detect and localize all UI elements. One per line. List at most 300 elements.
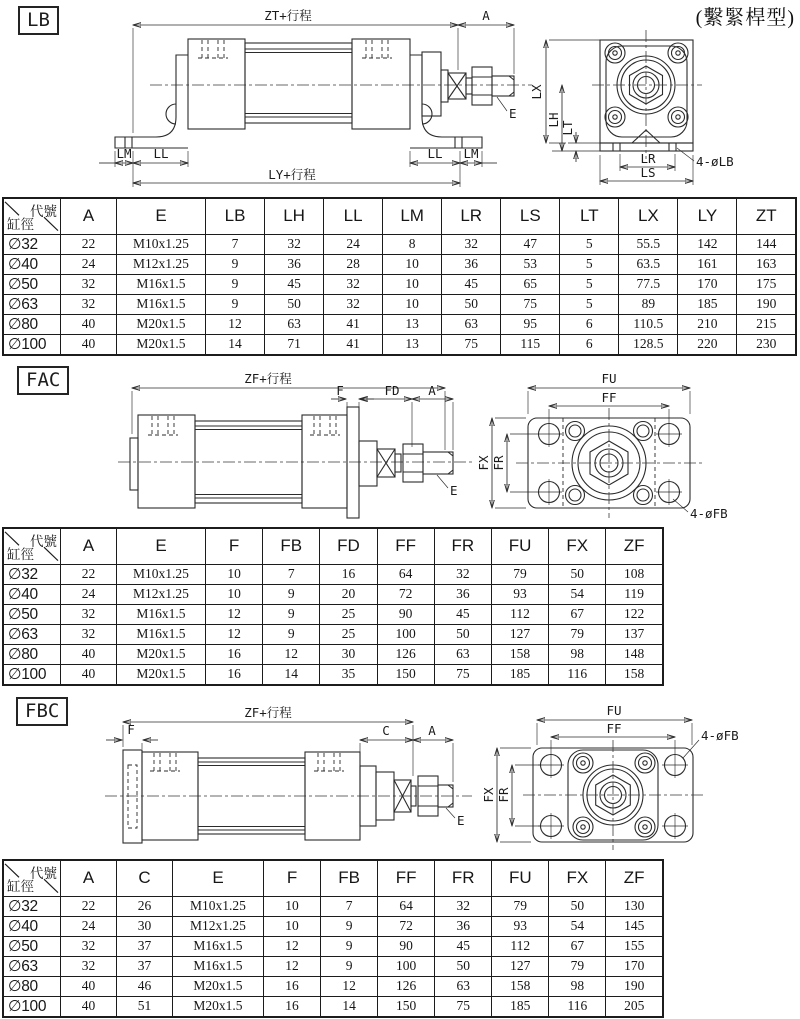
dim-label-fr: FR [491,455,506,471]
column-header-zf: ZF [606,528,663,564]
dim-value: 24 [61,584,117,604]
dim-value: M20x1.5 [117,334,206,355]
dim-value: 220 [678,334,737,355]
dim-value: 110.5 [619,314,678,334]
dim-value: 22 [61,896,117,916]
column-header-e: E [117,198,206,234]
dim-value: 10 [206,584,263,604]
bore-label: ∅50 [3,274,61,294]
fbc-dimension-table [2,859,664,1018]
dim-value: 126 [378,976,435,996]
dim-value: 40 [61,664,117,685]
dim-value: 50 [435,956,492,976]
column-header-lb: LB [206,198,265,234]
dim-value: 93 [491,584,548,604]
dim-label-fu: FU [601,371,617,386]
table-row [3,584,663,604]
dim-value: 37 [117,956,173,976]
dim-label-fd: FD [384,383,400,398]
dim-value: 54 [549,584,606,604]
table-row [3,274,796,294]
dim-value: 24 [61,916,117,936]
dim-value: 150 [378,996,435,1017]
dim-value: 24 [324,234,383,254]
corner-label-bore: 缸徑 [7,216,34,232]
dim-label-a: A [428,383,436,398]
dim-value: 79 [491,564,548,584]
dim-value: M16x1.5 [117,624,206,644]
dim-value: 75 [501,294,560,314]
dim-value: 40 [61,314,117,334]
bore-label: ∅40 [3,254,61,274]
dim-value: M12x1.25 [173,916,264,936]
dim-value: 119 [606,584,663,604]
dim-value: 45 [442,274,501,294]
dim-value: M20x1.5 [173,976,264,996]
dim-value: 98 [549,644,606,664]
dim-value: 144 [737,234,796,254]
dim-value: M20x1.5 [117,644,206,664]
column-header-f: F [264,860,321,896]
dim-value: 9 [263,624,320,644]
column-header-lr: LR [442,198,501,234]
section-tag-lb [18,6,59,35]
dim-value: 7 [206,234,265,254]
header-row [3,528,663,564]
dim-value: 90 [377,604,434,624]
dim-value: 67 [549,936,606,956]
bore-label: ∅32 [3,896,61,916]
table-row [3,624,663,644]
dim-value: 158 [492,976,549,996]
dim-value: 122 [606,604,663,624]
dim-value: 26 [117,896,173,916]
lb-side-dimensions [99,8,517,187]
dim-value: 95 [501,314,560,334]
column-header-lh: LH [265,198,324,234]
column-header-zt: ZT [737,198,796,234]
dim-value: 185 [678,294,737,314]
dim-value: 98 [549,976,606,996]
dim-value: 158 [491,644,548,664]
fbc-cylinder-side-view [105,750,472,843]
dim-value: 40 [61,334,117,355]
callout-label-lb-holes: 4-øLB [696,154,734,169]
column-header-a: A [61,198,117,234]
column-header-fr: FR [435,860,492,896]
dim-value: 6 [560,314,619,334]
dim-value: M10x1.25 [117,234,206,254]
dim-value: 79 [549,624,606,644]
dim-label-lx: LX [529,84,544,100]
table-row [3,896,663,916]
table-row [3,294,796,314]
column-header-ll: LL [324,198,383,234]
dim-value: 75 [435,996,492,1017]
dim-value: 45 [265,274,324,294]
dim-value: 16 [264,976,321,996]
dim-value: 63 [442,314,501,334]
table-row [3,996,663,1017]
dim-value: 32 [61,956,117,976]
callout-label-e: E [457,813,465,828]
bore-label: ∅100 [3,664,61,685]
dim-value: 5 [560,254,619,274]
dim-value: 12 [263,644,320,664]
dim-value: 126 [377,644,434,664]
dim-value: 63 [435,976,492,996]
dim-value: 10 [264,896,321,916]
fac-side-dimensions [132,371,458,498]
callout-label-fb-holes: 4-øFB [701,728,739,743]
section-tag-fbc [16,697,68,726]
dim-value: 71 [265,334,324,355]
bore-label: ∅63 [3,294,61,314]
dim-label-ls: LS [640,165,656,180]
fac-cylinder-side-view [118,407,475,518]
dim-value: 90 [378,936,435,956]
dim-value: 72 [378,916,435,936]
dim-label-lm-left: LM [116,146,132,161]
dim-value: 7 [321,896,378,916]
dim-value: 9 [206,254,265,274]
dim-value: 185 [492,996,549,1017]
dim-value: 100 [378,956,435,976]
dim-value: 32 [324,294,383,314]
header-row [3,198,796,234]
dim-value: 115 [501,334,560,355]
dim-label-zt: ZT+行程 [264,8,312,23]
dim-value: 16 [264,996,321,1017]
dim-value: 145 [606,916,663,936]
dim-value: 112 [491,604,548,624]
dim-value: 161 [678,254,737,274]
dim-value: 45 [435,936,492,956]
dim-value: 215 [737,314,796,334]
dim-value: M10x1.25 [117,564,206,584]
corner-label-bore: 缸徑 [7,546,34,562]
dim-value: 100 [377,624,434,644]
dim-label-fr: FR [496,787,511,803]
table-row [3,644,663,664]
bore-label: ∅32 [3,564,61,584]
dim-label-lh: LH [546,112,561,128]
dim-label-f: F [127,722,135,737]
dim-value: 37 [117,936,173,956]
bore-label: ∅80 [3,976,61,996]
dim-value: 46 [117,976,173,996]
table-row [3,604,663,624]
bore-label: ∅63 [3,956,61,976]
dim-value: 12 [206,314,265,334]
dim-value: 32 [61,294,117,314]
dim-value: 128.5 [619,334,678,355]
dim-value: M12x1.25 [117,584,206,604]
dim-label-fx: FX [481,787,496,803]
table-row [3,254,796,274]
dim-value: 54 [549,916,606,936]
dim-value: M20x1.5 [117,314,206,334]
dim-value: 8 [383,234,442,254]
dim-value: 64 [377,564,434,584]
dim-label-zf: ZF+行程 [244,371,292,386]
dim-value: 9 [321,916,378,936]
column-header-e: E [173,860,264,896]
dim-value: 150 [377,664,434,685]
dim-value: 116 [549,664,606,685]
dim-value: M12x1.25 [117,254,206,274]
dim-value: 9 [263,584,320,604]
dim-value: 30 [320,644,377,664]
dim-value: 116 [549,996,606,1017]
column-header-fr: FR [434,528,491,564]
dim-value: 79 [549,956,606,976]
dim-value: 158 [606,664,663,685]
dim-value: 5 [560,274,619,294]
dim-value: 41 [324,334,383,355]
column-header-ls: LS [501,198,560,234]
dim-value: 10 [383,254,442,274]
dim-value: 137 [606,624,663,644]
dim-value: 22 [61,564,117,584]
dim-value: 230 [737,334,796,355]
dim-value: 9 [206,274,265,294]
dim-value: 40 [61,976,117,996]
dim-value: 12 [321,976,378,996]
dim-value: 205 [606,996,663,1017]
dim-value: 20 [320,584,377,604]
callout-label-e: E [450,483,458,498]
column-header-a: A [61,860,117,896]
table-row [3,916,663,936]
dim-value: 14 [263,664,320,685]
dim-value: 25 [320,624,377,644]
fbc-end-view [523,740,703,850]
callout-label-e: E [509,106,517,121]
dim-value: 10 [383,274,442,294]
dim-value: 32 [61,274,117,294]
lb-dimension-table [2,197,797,356]
dim-value: 14 [321,996,378,1017]
dim-value: 12 [264,956,321,976]
dim-value: 53 [501,254,560,274]
dim-value: M20x1.5 [173,996,264,1017]
dim-value: M16x1.5 [117,274,206,294]
column-header-lt: LT [560,198,619,234]
dim-value: 10 [383,294,442,314]
column-header-e: E [117,528,206,564]
dim-value: 10 [264,916,321,936]
column-header-zf: ZF [606,860,663,896]
dim-value: 75 [442,334,501,355]
table-row [3,234,796,254]
dim-value: 163 [737,254,796,274]
dim-value: 32 [435,896,492,916]
dim-value: 112 [492,936,549,956]
bore-label: ∅80 [3,314,61,334]
table-row [3,314,796,334]
dim-value: 63 [434,644,491,664]
dim-value: 45 [434,604,491,624]
table-row [3,334,796,355]
dim-value: 190 [606,976,663,996]
dim-value: 50 [442,294,501,314]
dim-value: 175 [737,274,796,294]
dim-value: M16x1.5 [117,294,206,314]
dim-value: 32 [434,564,491,584]
column-header-ff: FF [377,528,434,564]
section-tag-label: FBC [25,700,60,722]
dim-value: 130 [606,896,663,916]
bore-label: ∅40 [3,584,61,604]
dim-value: M16x1.5 [173,936,264,956]
table-row [3,956,663,976]
dim-label-f: F [336,383,344,398]
dim-value: 51 [117,996,173,1017]
dim-value: 127 [492,956,549,976]
dim-value: 77.5 [619,274,678,294]
dim-label-fx: FX [476,455,491,471]
lb-end-dimensions [529,40,734,185]
fbc-drawing [0,690,800,859]
dim-value: 24 [61,254,117,274]
column-header-fx: FX [549,528,606,564]
section-tag-fac [17,366,69,395]
column-header-ly: LY [678,198,737,234]
dim-value: 16 [206,664,263,685]
dim-value: M20x1.5 [117,664,206,685]
dim-value: 185 [491,664,548,685]
column-header-fu: FU [491,528,548,564]
dim-value: 22 [61,234,117,254]
column-header-fb: FB [263,528,320,564]
dim-value: 64 [378,896,435,916]
table-row [3,976,663,996]
dim-value: 72 [377,584,434,604]
dim-value: 35 [320,664,377,685]
dim-label-ll-left: LL [153,146,169,161]
dim-value: 9 [321,956,378,976]
dim-value: 16 [206,644,263,664]
dim-value: 142 [678,234,737,254]
dim-label-fu: FU [606,703,622,718]
dim-label-lt: LT [560,120,575,136]
column-header-fx: FX [549,860,606,896]
dim-value: 155 [606,936,663,956]
dim-value: 55.5 [619,234,678,254]
dim-value: 32 [61,624,117,644]
dim-value: 9 [263,604,320,624]
dim-value: 13 [383,314,442,334]
callout-label-fb-holes: 4-øFB [690,506,728,521]
column-header-ff: FF [378,860,435,896]
dim-value: 108 [606,564,663,584]
table-row [3,664,663,685]
lb-cylinder-side-view [115,39,532,148]
corner-label-code: 代號 [30,534,57,549]
dim-value: M16x1.5 [117,604,206,624]
column-header-fd: FD [320,528,377,564]
dim-value: 148 [606,644,663,664]
bore-label: ∅40 [3,916,61,936]
dim-value: 36 [442,254,501,274]
dim-label-ff: FF [606,721,622,736]
table-row [3,564,663,584]
bore-label: ∅50 [3,604,61,624]
dim-value: 6 [560,334,619,355]
dim-value: 13 [383,334,442,355]
dim-value: 63.5 [619,254,678,274]
table-corner [3,198,61,234]
dim-value: 16 [320,564,377,584]
dim-value: 40 [61,644,117,664]
dim-value: 36 [265,254,324,274]
page-title: (繫緊桿型) [695,7,795,29]
dim-value: 63 [265,314,324,334]
dim-value: 93 [492,916,549,936]
dim-value: 28 [324,254,383,274]
fac-end-view [516,408,702,518]
dim-value: 12 [206,624,263,644]
dim-value: 32 [442,234,501,254]
dim-value: 210 [678,314,737,334]
corner-label-code: 代號 [30,866,57,881]
dim-label-lr: LR [640,151,656,166]
dim-value: 190 [737,294,796,314]
dim-value: 32 [61,936,117,956]
dim-value: 50 [549,564,606,584]
dim-value: 65 [501,274,560,294]
dim-label-zf: ZF+行程 [244,705,292,720]
corner-label-bore: 缸徑 [7,878,34,894]
dim-value: 50 [265,294,324,314]
dim-value: M10x1.25 [173,896,264,916]
section-tag-label: LB [27,9,50,31]
dim-label-ll-right: LL [427,146,443,161]
dim-value: 32 [324,274,383,294]
dim-value: 89 [619,294,678,314]
dim-label-ff: FF [601,390,617,405]
dim-value: 36 [434,584,491,604]
dim-value: 79 [492,896,549,916]
dim-value: 67 [549,604,606,624]
column-header-f: F [206,528,263,564]
dim-value: 170 [678,274,737,294]
dim-value: 50 [434,624,491,644]
column-header-lx: LX [619,198,678,234]
corner-label-code: 代號 [30,204,57,219]
dim-value: 32 [265,234,324,254]
dim-value: 12 [264,936,321,956]
dim-value: M16x1.5 [173,956,264,976]
table-corner [3,860,61,896]
lb-end-view [592,30,702,159]
bore-label: ∅100 [3,334,61,355]
dim-value: 5 [560,234,619,254]
dim-value: 10 [206,564,263,584]
table-row [3,936,663,956]
column-header-c: C [117,860,173,896]
dim-value: 127 [491,624,548,644]
bore-label: ∅32 [3,234,61,254]
fac-drawing [0,358,800,527]
dim-value: 50 [549,896,606,916]
dim-value: 7 [263,564,320,584]
bore-label: ∅50 [3,936,61,956]
dim-value: 170 [606,956,663,976]
dim-label-a: A [428,723,436,738]
header-row [3,860,663,896]
